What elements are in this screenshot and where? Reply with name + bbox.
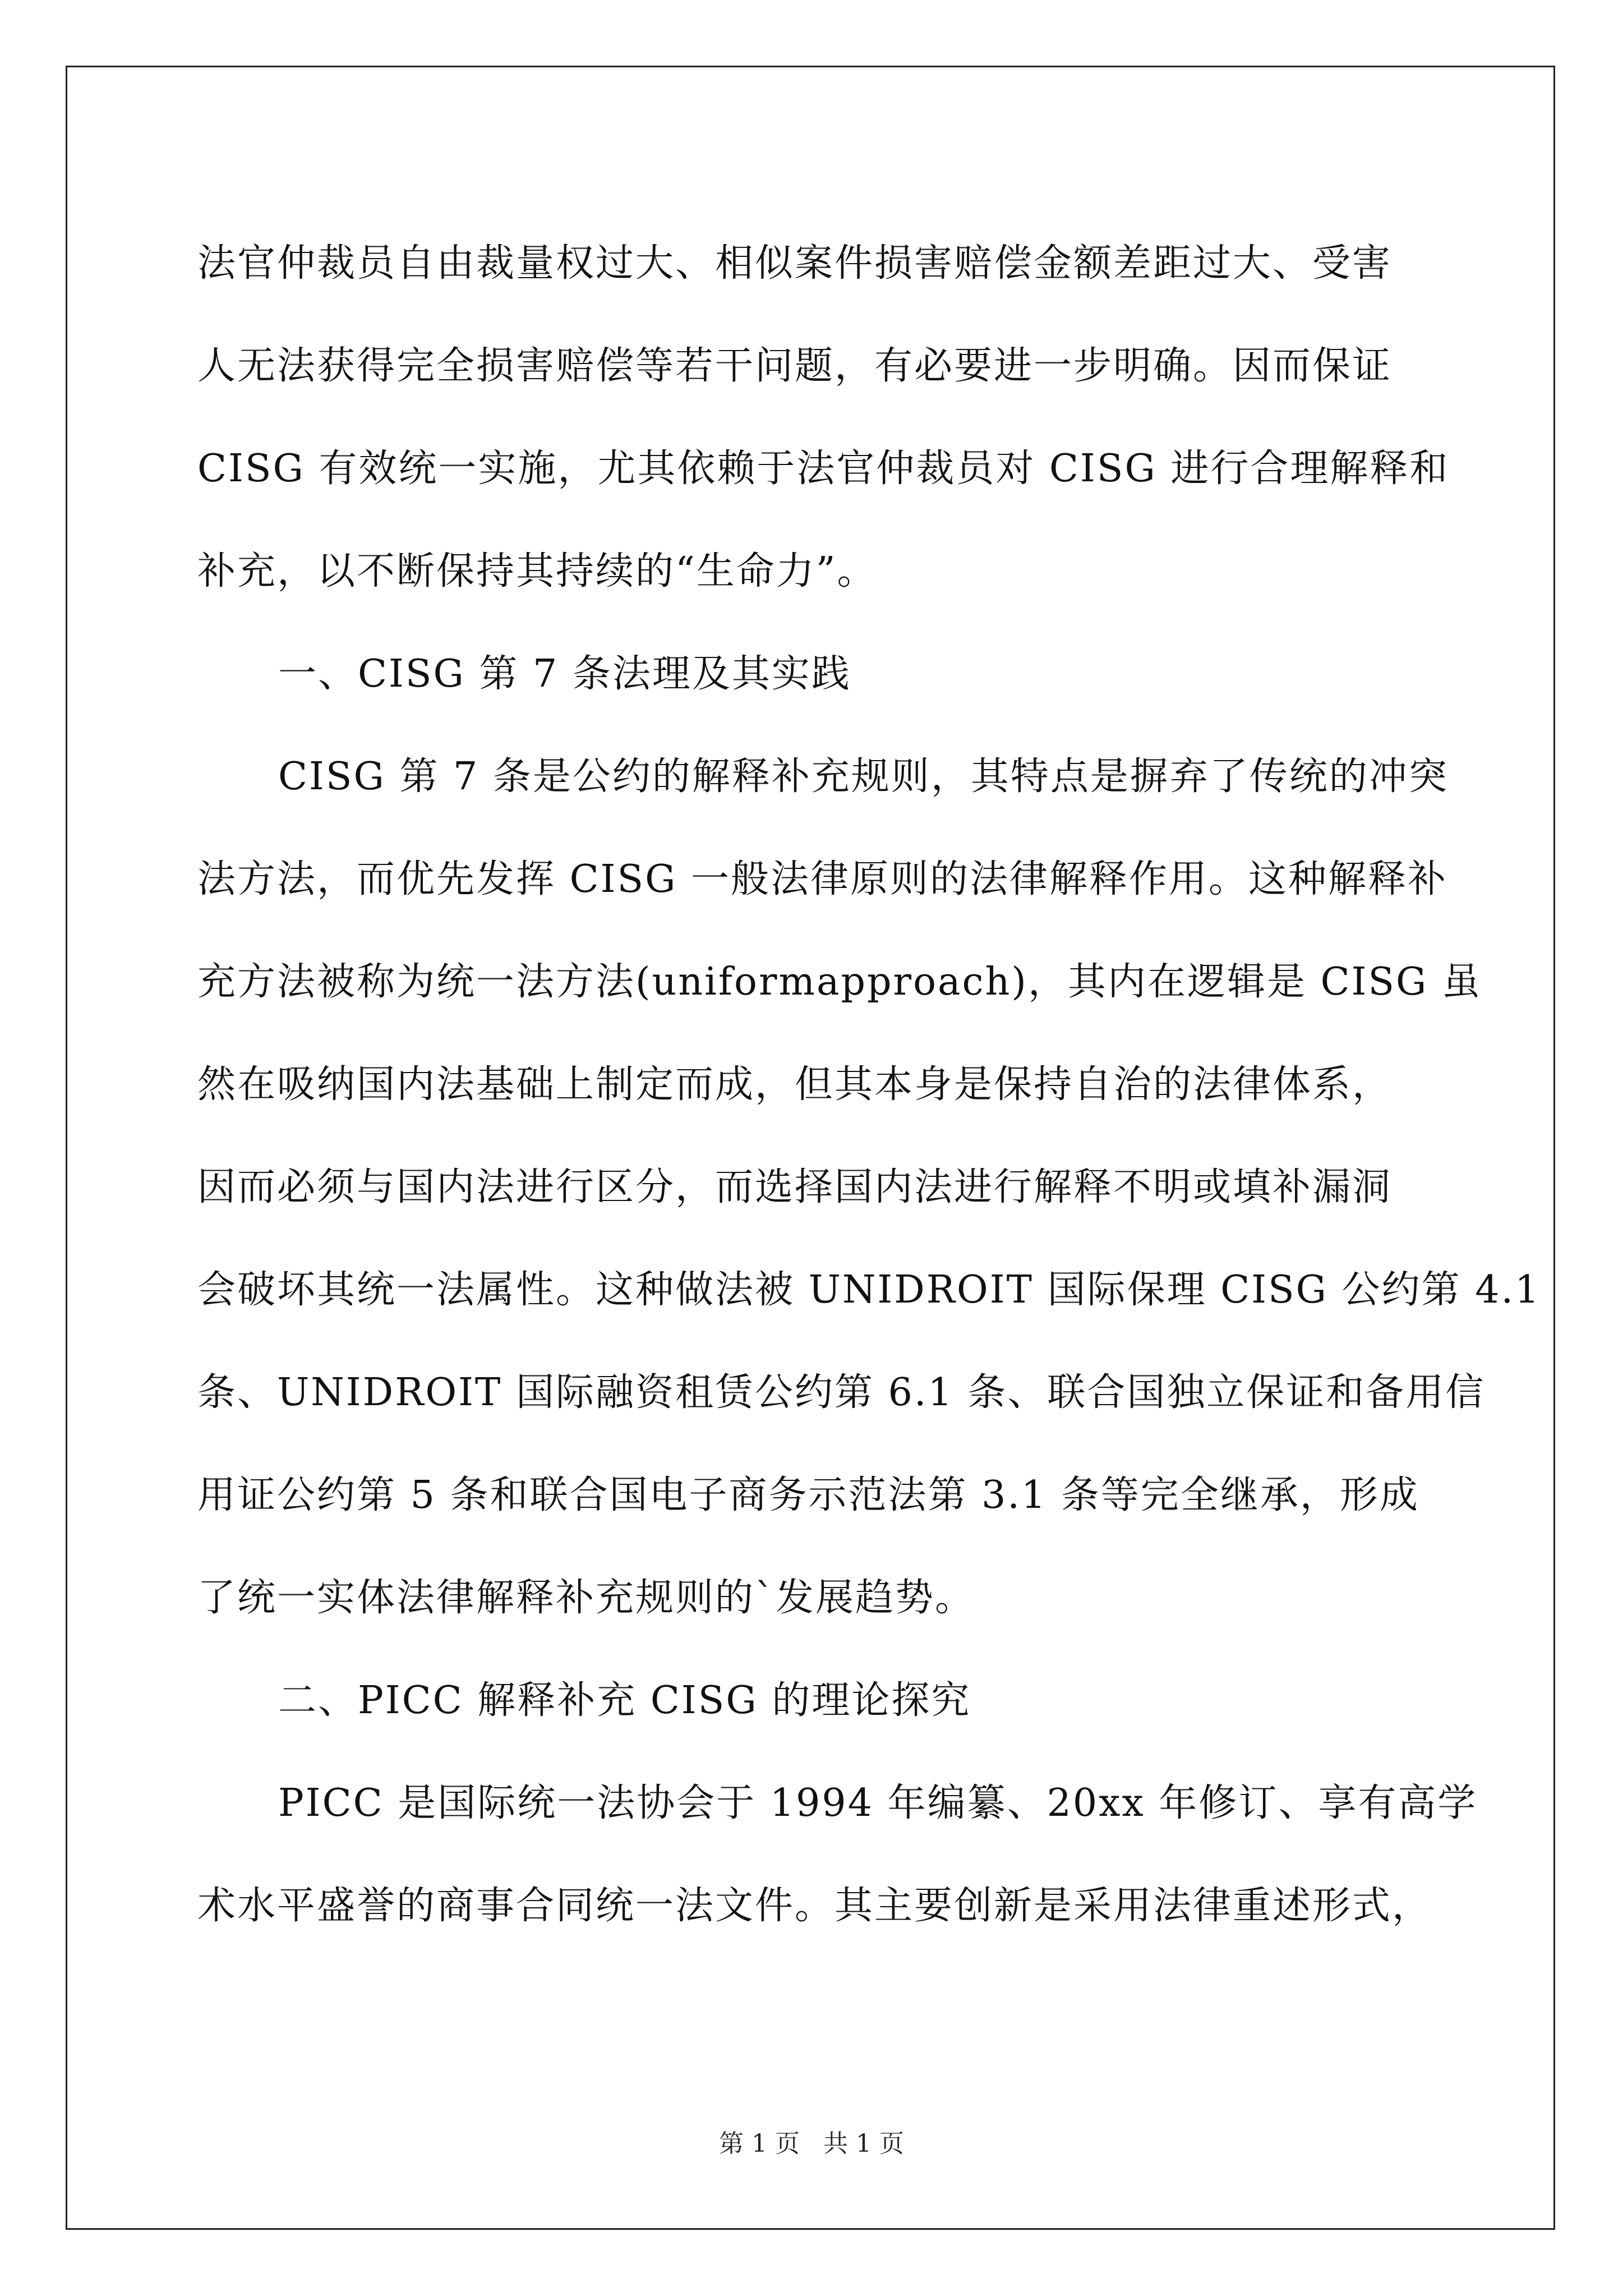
- body-line: 术水平盛誉的商事合同统一法文件。其主要创新是采用法律重述形式，: [197, 1884, 1432, 1928]
- body-line: 会破坏其统一法属性。这种做法被 UNIDROIT 国际保理 CISG 公约第 4.1: [197, 1268, 1541, 1312]
- body-line: PICC 是国际统一法协会于 1994 年编纂、20xx 年修订、享有高学: [278, 1781, 1478, 1825]
- body-line: 充方法被称为统一法方法(uniformapproach)，其内在逻辑是 CISG 虽: [197, 960, 1482, 1004]
- body-line: 法官仲裁员自由裁量权过大、相似案件损害赔偿金额差距过大、受害: [197, 241, 1393, 286]
- body-line: 人无法获得完全损害赔偿等若干问题，有必要进一步明确。因而保证: [197, 344, 1393, 388]
- body-line: CISG 第 7 条是公约的解释补充规则，其特点是摒弃了传统的冲突: [278, 754, 1449, 799]
- body-line: 补充，以不断保持其持续的“生命力”。: [197, 549, 877, 593]
- document-body: [197, 212, 1541, 1957]
- body-line: 然在吸纳国内法基础上制定而成，但其本身是保持自治的法律体系，: [197, 1062, 1393, 1107]
- section-heading-1: 一、CISG 第 7 条法理及其实践: [278, 652, 851, 696]
- section-heading-2: 二、PICC 解释补充 CISG 的理论探究: [278, 1678, 971, 1723]
- page-number: 第 1 页: [719, 2129, 800, 2158]
- body-line: CISG 有效统一实施，尤其依赖于法官仲裁员对 CISG 进行合理解释和: [197, 447, 1450, 491]
- body-line: 用证公约第 5 条和联合国电子商务示范法第 3.1 条等完全继承，形成: [197, 1473, 1419, 1517]
- body-line: 法方法，而优先发挥 CISG 一般法律原则的法律解释作用。这种解释补: [197, 857, 1448, 901]
- page-total: 共 1 页: [823, 2129, 904, 2158]
- body-line: 了统一实体法律解释补充规则的`发展趋势。: [197, 1576, 975, 1620]
- page-footer: [0, 2127, 1623, 2161]
- body-line: 因而必须与国内法进行区分，而选择国内法进行解释不明或填补漏洞: [197, 1165, 1393, 1209]
- body-line: 条、UNIDROIT 国际融资租赁公约第 6.1 条、联合国独立保证和备用信: [197, 1370, 1486, 1415]
